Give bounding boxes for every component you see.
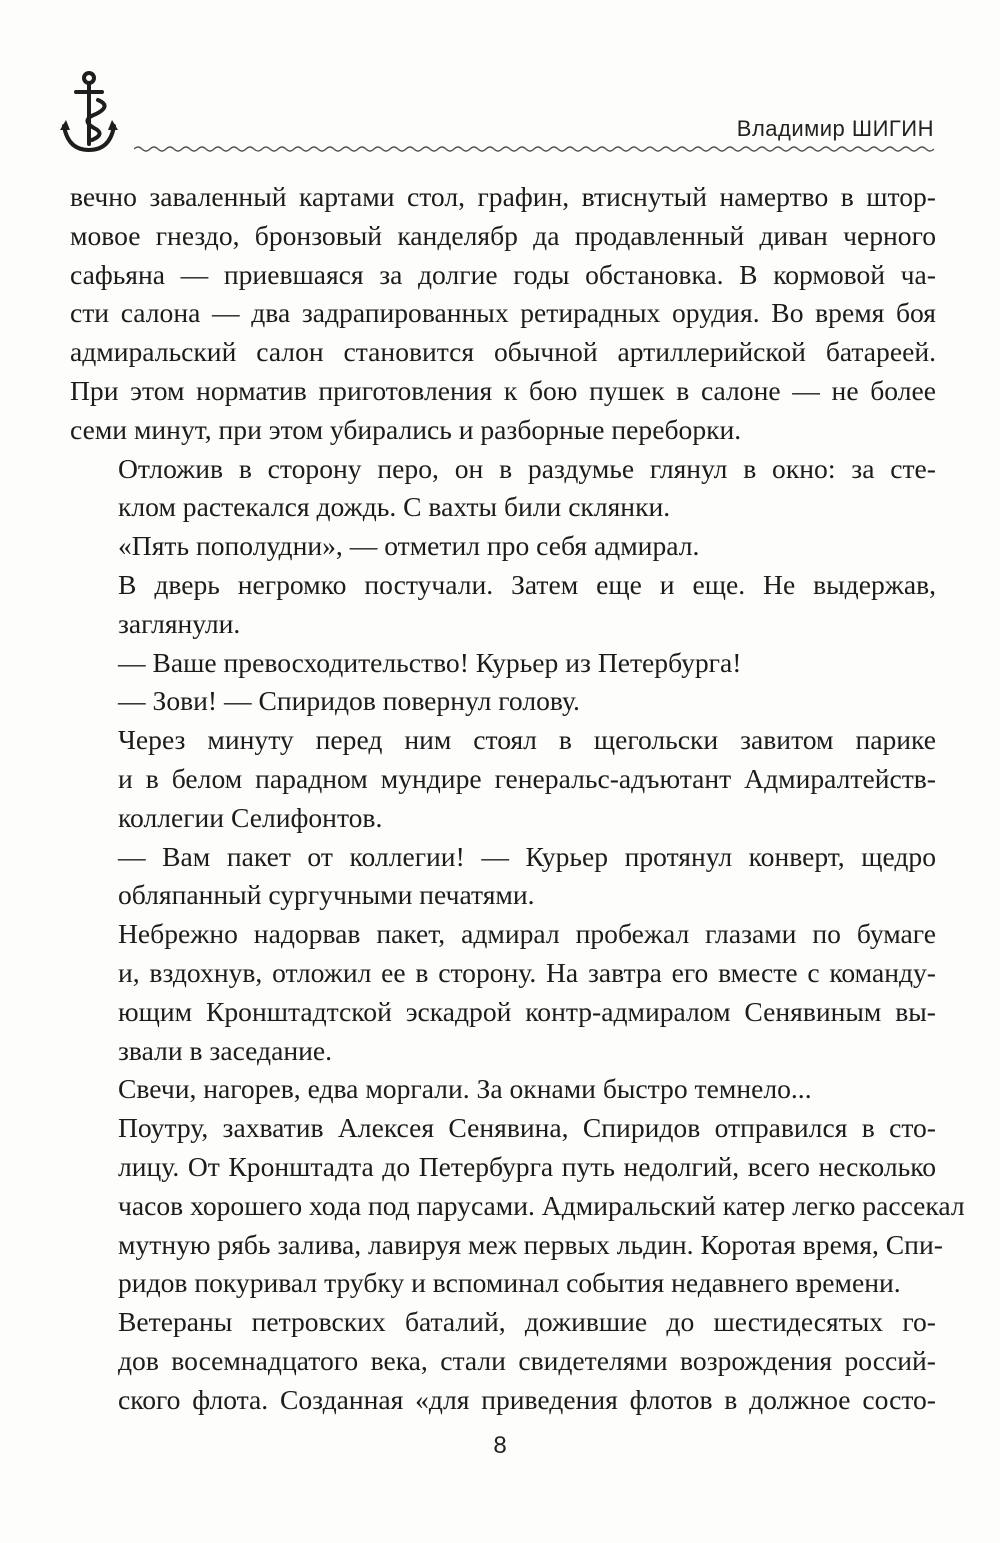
paragraph [70,721,936,837]
text-line: клом растекался дождь. С вахты били склянки. [118,491,671,523]
text-line: звали в заседание. [118,1034,332,1066]
paragraph [70,527,936,566]
text-line: Небрежно надорвав пакет, адмирал пробежал глазами по бумаге [118,918,936,950]
paragraph [70,450,936,528]
body-text [70,178,965,1420]
text-line: адмиральский салон становится обычной артиллерийской батареей. [70,336,936,368]
page-number: 8 [493,1432,507,1459]
text-line: — Ваше превосходительство! Курьер из Петербурга! [118,646,742,678]
anchor-icon [58,70,120,160]
text-line: При этом норматив приготовления к бою пушек в салоне — не более [70,374,936,406]
text-line: — Зови! — Спиридов повернул голову. [118,685,580,717]
text-line: В дверь негромко постучали. Затем еще и еще. Не выдержав, [118,568,936,600]
text-line: часов хорошего хода под парусами. Адмиральский катер легко рассекал [118,1189,965,1221]
text-line: — Вам пакет от коллегии! — Курьер протянул конверт, щедро [118,840,936,872]
paragraph [70,682,936,721]
text-line: Через минуту перед ним стоял в щегольски завитом парике [118,724,936,756]
text-line: ского флота. Созданная «для приведения флотов в должное состо- [118,1383,936,1415]
paragraph [70,566,936,644]
text-line: и, вздохнув, отложил ее в сторону. На завтра его вместе с команду- [118,956,936,988]
text-line: Отложив в сторону перо, он в раздумье глянул в окно: за сте- [118,452,936,484]
text-line: мутную рябь залива, лавируя меж первых льдин. Коротая время, Спи- [118,1228,943,1260]
text-line: сти салона — два задрапированных ретирадных орудия. Во время боя [70,297,936,329]
text-line: Свечи, нагорев, едва моргали. За окнами быстро темнело... [118,1073,812,1105]
text-line: «Пять пополудни», — отметил про себя адмирал. [118,530,700,562]
text-line: лицу. От Кронштадта до Петербурга путь недолгий, всего несколько [118,1150,936,1182]
paragraph [70,915,936,1070]
text-line: Поутру, захватив Алексея Сенявина, Спиридов отправился в сто- [118,1112,936,1144]
text-line: дов восемнадцатого века, стали свидетелями возрождения россий- [118,1344,936,1376]
text-line: ющим Кронштадтской эскадрой контр-адмиралом Сенявиным вы- [118,995,936,1027]
paragraph [70,178,936,450]
paragraph [70,644,936,683]
header-wave-rule [134,144,934,154]
text-line: обляпанный сургучными печатями. [118,879,535,911]
text-line: и в белом парадном мундире генеральс-адъютант Адмиралтейств- [118,762,936,794]
text-line: семи минут, при этом убирались и разборные переборки. [70,413,742,445]
text-line: мовое гнездо, бронзовый канделябр да продавленный диван черного [70,219,936,251]
text-line: коллегии Селифонтов. [118,801,383,833]
text-line: ридов покуривал трубку и вспоминал события недавнего времени. [118,1267,901,1299]
text-line: заглянули. [118,607,241,639]
running-head-author: Владимир ШИГИН [736,116,934,141]
paragraph [70,1109,965,1303]
paragraph [70,838,936,916]
text-line: вечно заваленный картами стол, графин, втиснутый намертво в штор- [70,181,936,212]
paragraph [70,1070,936,1109]
text-line: Ветераны петровских баталий, дожившие до шестидесятых го- [118,1306,936,1338]
page-header [0,0,1000,170]
text-line: сафьяна — приевшаяся за долгие годы обстановка. В кормовой ча- [70,258,936,290]
paragraph [70,1303,936,1419]
